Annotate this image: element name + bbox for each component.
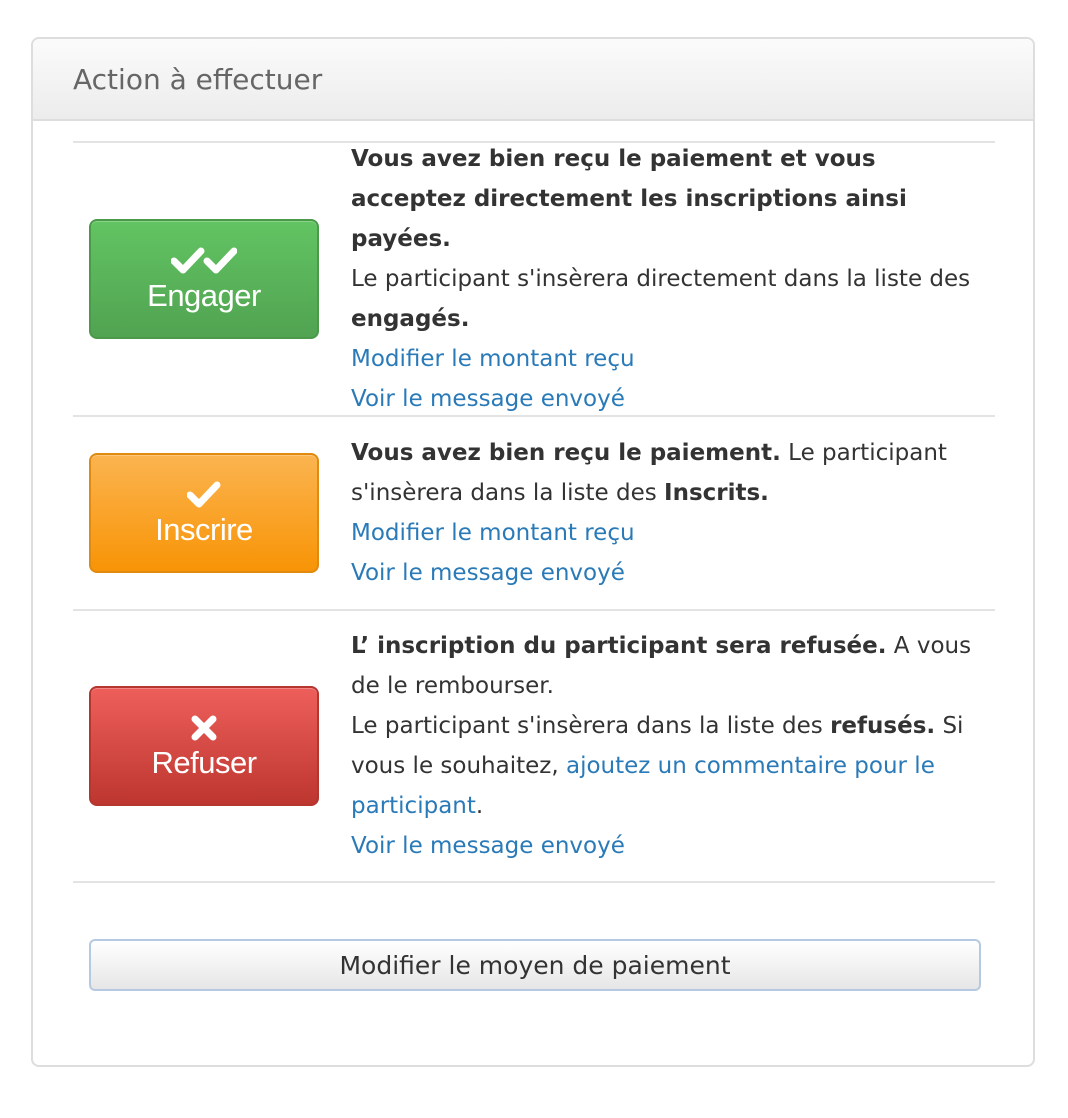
- check-icon: [187, 478, 221, 512]
- engager-modify-amount-link[interactable]: Modifier le montant reçu: [351, 346, 635, 372]
- inscrire-button[interactable]: [89, 453, 319, 573]
- action-row-refuser: [73, 609, 995, 883]
- double-check-icon: [171, 244, 237, 278]
- refuser-bold-line: L’ inscription du participant sera refusée.: [351, 633, 887, 659]
- engager-button[interactable]: [89, 219, 319, 339]
- refuser-button[interactable]: [89, 686, 319, 806]
- inscrire-list-name: Inscrits.: [664, 480, 769, 506]
- button-column: [73, 686, 351, 806]
- refuser-list-name: refusés.: [830, 713, 936, 739]
- inscrire-view-message-link[interactable]: Voir le message envoyé: [351, 560, 625, 586]
- refuser-reimburse-text: A vous de le rembourser.: [351, 633, 972, 699]
- engager-bold-line: Vous avez bien reçu le paiement et vous acceptez directement les inscriptions ainsi payées.: [351, 146, 907, 252]
- panel-heading: [33, 39, 1033, 121]
- inscrire-description: [351, 433, 995, 593]
- refuser-text: Le participant s'insèrera dans la liste des: [351, 713, 831, 739]
- action-panel: [31, 37, 1035, 1067]
- modify-payment-method-button[interactable]: [89, 939, 981, 991]
- inscrire-button-label: Inscrire: [155, 512, 253, 547]
- refuser-button-label: Refuser: [151, 745, 257, 780]
- panel-body: [33, 121, 1033, 991]
- inscrire-modify-amount-link[interactable]: Modifier le montant reçu: [351, 520, 635, 546]
- button-column: [73, 453, 351, 573]
- refuser-period: .: [475, 793, 484, 819]
- refuser-description: [351, 626, 995, 866]
- close-icon: [190, 711, 218, 745]
- engager-list-name: engagés.: [351, 306, 470, 332]
- inscrire-text: Le participant s'insèrera dans la liste des: [351, 440, 947, 506]
- button-column: [73, 219, 351, 339]
- panel-title: Action à effectuer: [73, 62, 323, 96]
- action-row-inscrire: [73, 415, 995, 609]
- refuser-wish-text: Si vous le souhaitez,: [351, 713, 964, 779]
- engager-text: Le participant s'insèrera directement dans la liste des: [351, 266, 971, 292]
- footer: [73, 883, 995, 991]
- engager-button-label: Engager: [147, 278, 261, 313]
- add-comment-link[interactable]: ajoutez un commentaire pour le participant: [351, 753, 935, 819]
- action-row-engager: [73, 141, 995, 415]
- engager-view-message-link[interactable]: Voir le message envoyé: [351, 386, 625, 412]
- refuser-view-message-link[interactable]: Voir le message envoyé: [351, 833, 625, 859]
- engager-description: [351, 139, 995, 419]
- modify-payment-method-label: Modifier le moyen de paiement: [339, 950, 731, 980]
- inscrire-bold-line: Vous avez bien reçu le paiement.: [351, 440, 781, 466]
